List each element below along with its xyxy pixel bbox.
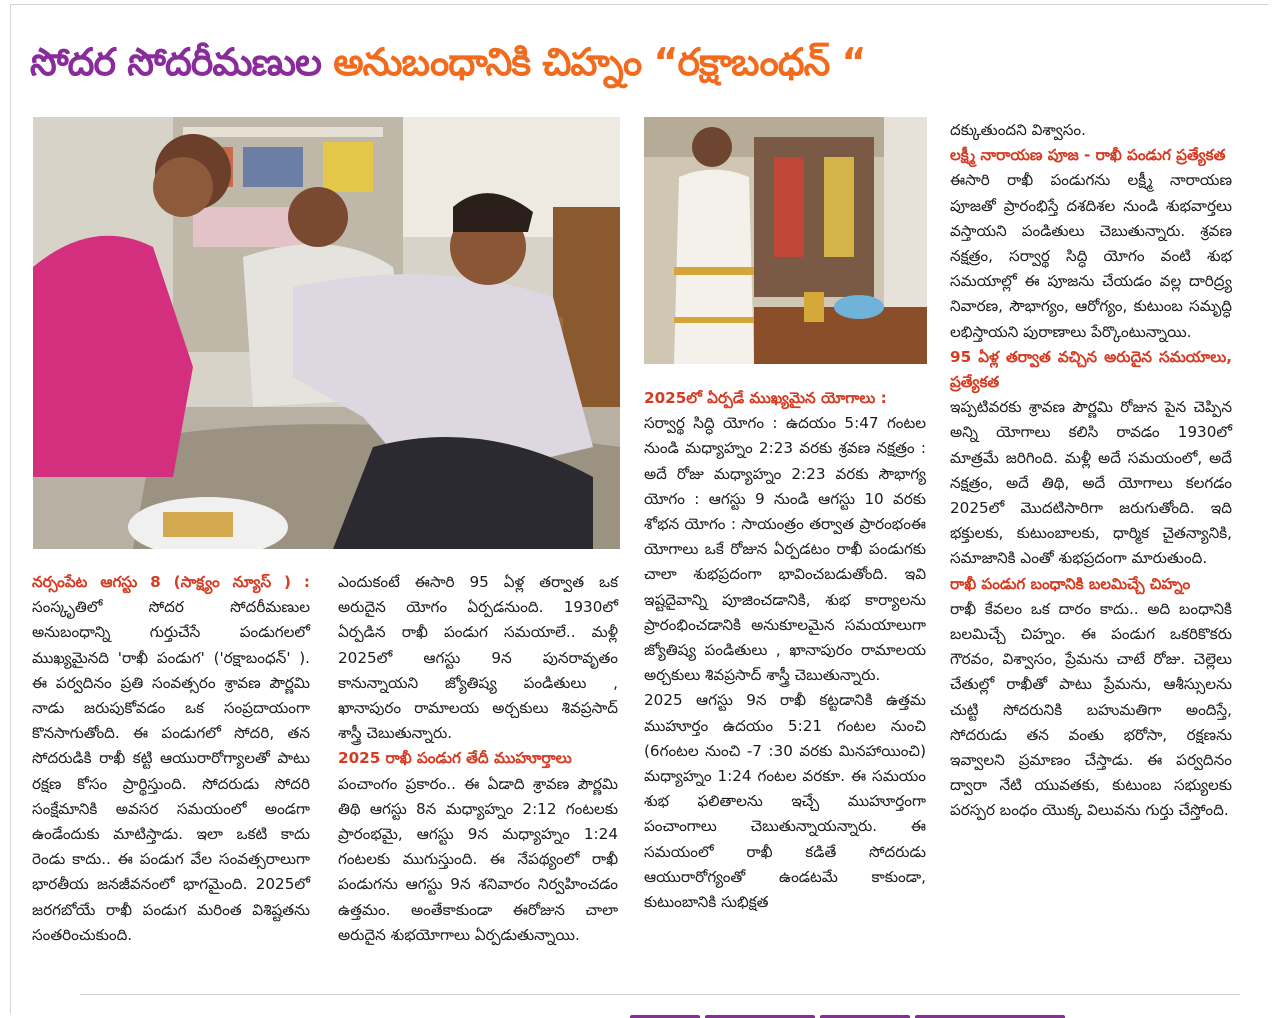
col2-subhead: 2025 రాఖీ పండుగ తేదీ ముహూర్తాలు <box>338 749 572 768</box>
left-rule <box>10 4 11 1014</box>
headline <box>30 34 1260 94</box>
column-2 <box>338 570 618 948</box>
family-rakhi-photo <box>33 117 620 549</box>
priest-photo <box>644 117 927 364</box>
dateline: నర్సంపేట ఆగస్టు 8 (సాక్ష్యం న్యూస్ ) : <box>32 573 310 591</box>
col4-para2: ఇప్పటివరకు శ్రావణ పౌర్ణమి రోజున పైన చెప్పిన అన్ని యోగాలు కలిసి రావడం 1930లో మాత్రమే జరిగింది. మళ్లీ అదే సమయంలో, అదే నక్షత్రం, అదే తిథి, అదే యోగాలు కలగడం 2025లో మొదటిసారిగా జరుగుతోంది. ఇది భక్తులకు, కుటుంబాలకు, ధార్మిక చైతన్యానికి, సమాజానికి ఎంతో శుభప్రదంగా మారుతుంది. <box>950 398 1232 568</box>
col3-para2: 2025 ఆగస్టు 9న రాఖీ కట్టడానికి ఉత్తమ ముహూర్తం ఉదయం 5:21 గంటల నుంచి (6గంటల నుంచి -7 :30 వరకు మినహాయించి) మధ్యాహ్నం 1:24 గంటల వరకూ. ఈ సమయం శుభ ఫలితాలను ఇచ్చే ముహూర్తంగా పంచాంగాలు చెబుతున్నాయన్నారు. ఈ సమయంలో రాఖీ కడితే సోదరుడు ఆయురారోగ్యంతో ఉండటమే కాకుండా, కుటుంబానికి సుభిక్షత <box>644 691 926 912</box>
column-1 <box>32 570 310 948</box>
col4-subhead-2: 95 ఏళ్ల తర్వాత వచ్చిన అరుదైన సమయాలు, ప్రత్యేకత <box>950 347 1232 392</box>
col3-para1: సర్వార్థ సిద్ధి యోగం : ఉదయం 5:47 గంటల నుండి మధ్యాహ్నం 2:23 వరకు శ్రవణ నక్షత్రం : అదే రోజు మధ్యాహ్నం 2:23 వరకు సౌభాగ్య యోగం : ఆగస్టు 9 నుండి ఆగస్టు 10 వరకు శోభన యోగం : సాయంత్రం తర్వాత ప్రారంభం‌ఈ యోగాలు ఒకే రోజున ఏర్పడటం రాఖీ పండుగకు చాలా శుభప్రదంగా భావించబడుతోంది. ఇవి ఇష్టదైవాన్ని పూజించడానికి, శుభ కార్యాలను ప్రారంభించడానికి అనుకూలమైన సమయాలుగా జ్యోతిష్య పండితులు , ఖానాపురం రామాలయ అర్చకులు శివప్రసాద్ శాస్త్రీ చెబుతున్నారు. <box>644 414 926 685</box>
column-4 <box>950 118 1232 824</box>
headline-part-1: సోదర సోదరీమణుల <box>30 40 322 84</box>
col1-body: సంస్కృతిలో సోదర సోదరీమణుల అనుబంధాన్ని గుర్తుచేసే పండుగలలో ముఖ్యమైనది 'రాఖీ పండుగ' ('రక్షాబంధన్' ). ఈ పర్వదినం ప్రతి సంవత్సరం శ్రావణ పౌర్ణమి నాడు జరుపుకోవడం ఒక సంప్రదాయంగా కొనసాగుతోంది. ఈ పండుగలో సోదరి, తన సోదరుడికి రాఖీ కట్టి ఆయురారోగ్యాలతో పాటు రక్షణ కోసం ప్రార్థిస్తుంది. సోదరుడు సోదరి సంక్షేమానికి అవసర సమయంలో అండగా ఉండేందుకు మాటిస్తాడు. ఇలా ఒకటి కాదు రెండు కాదు.. ఈ పండుగ వేల సంవత్సరాలుగా భారతీయ జనజీవనంలో భాగమైంది. 2025లో జరగబోయే రాఖీ పండుగ మరింత విశిష్టతను సంతరించుకుంది. <box>32 598 310 944</box>
col4-para1: ఈసారి రాఖీ పండుగను లక్ష్మీ నారాయణ పూజతో ప్రారంభిస్తే దశదిశల నుండి శుభవార్తలు వస్తాయని పండితులు చెబుతున్నారు. శ్రవణ నక్షత్రం, సర్వార్థ సిద్ధి యోగం వంటి శుభ సమయాల్లో ఈ పూజను చేయడం వల్ల దారిద్ర్య నివారణ, సౌభాగ్యం, ఆరోగ్యం, కుటుంబ సమృద్ధి లభిస్తాయని పురాణాలు పేర్కొంటున్నాయి. <box>950 171 1232 341</box>
headline-part-2: అనుబంధానికి చిహ్నం “రక్షాబంధన్ “ <box>333 40 866 84</box>
top-rule <box>10 4 1268 5</box>
col1-paragraph <box>32 570 310 948</box>
bottom-rule <box>80 994 1240 995</box>
next-headline-cutoff <box>630 1006 1230 1018</box>
col4-para3: రాఖీ కేవలం ఒక దారం కాదు.. అది బంధానికి బలమిచ్చే చిహ్నం. ఈ పండుగ ఒకరికొకరు గౌరవం, విశ్వాసం, ప్రేమను చాటే రోజు. చెల్లెలు చేతుల్లో రాఖీతో పాటు ప్రేమను, ఆశీస్సులను చుట్టి సోదరునికి బహుమతిగా అందిస్తే, సోదరుడు తన వంతు భరోసా, రక్షణను ఇవ్వాలని ప్రమాణం చేస్తాడు. ఈ పర్వదినం ద్వారా నేటి యువతకు, కుటుంబ సభ్యులకు పరస్పర బంధం యొక్క విలువను గుర్తు చేస్తోంది. <box>950 599 1232 820</box>
col2-para2: పంచాంగం ప్రకారం.. ఈ ఏడాది శ్రావణ పౌర్ణమి తిథి ఆగస్టు 8న మధ్యాహ్నం 2:12 గంటలకు ప్రారంభమై, ఆగస్టు 9న మధ్యాహ్నం 1:24 గంటలకు ముగుస్తుంది. ఈ నేపథ్యంలో రాఖీ పండుగను ఆగస్టు 9న శనివారం నిర్వహించడం ఉత్తమం. అంతేకాకుండా ఈరోజున చాలా అరుదైన శుభయోగాలు ఏర్పడుతున్నాయి. <box>338 774 618 944</box>
col2-para1: ఎందుకంటే ఈసారి 95 ఏళ్ల తర్వాత ఒక అరుదైన యోగం ఏర్పడనుంది. 1930లో ఏర్పడిన రాఖీ పండుగ సమయాలే.. మళ్లీ 2025లో ఆగస్టు 9న పునరావృతం కానున్నాయని జ్యోతిష్య పండితులు , ఖానాపురం రామాలయ అర్చకులు శివప్రసాద్ శాస్త్రీ చెబుతున్నారు. <box>338 573 618 743</box>
col4-para0: దక్కుతుందని విశ్వాసం. <box>950 121 1086 139</box>
col4-subhead-1: లక్ష్మీ నారాయణ పూజ - రాఖీ పండుగ ప్రత్యేకత <box>950 146 1226 165</box>
priest-photo-drawing <box>644 117 927 364</box>
family-photo-drawing <box>33 117 620 549</box>
col3-subhead: 2025లో ఏర్పడే ముఖ్యమైన యోగాలు : <box>644 389 887 407</box>
col4-subhead-3: రాఖీ పండుగ బంధానికి బలమిచ్చే చిహ్నం <box>950 574 1191 593</box>
column-3 <box>644 386 926 915</box>
